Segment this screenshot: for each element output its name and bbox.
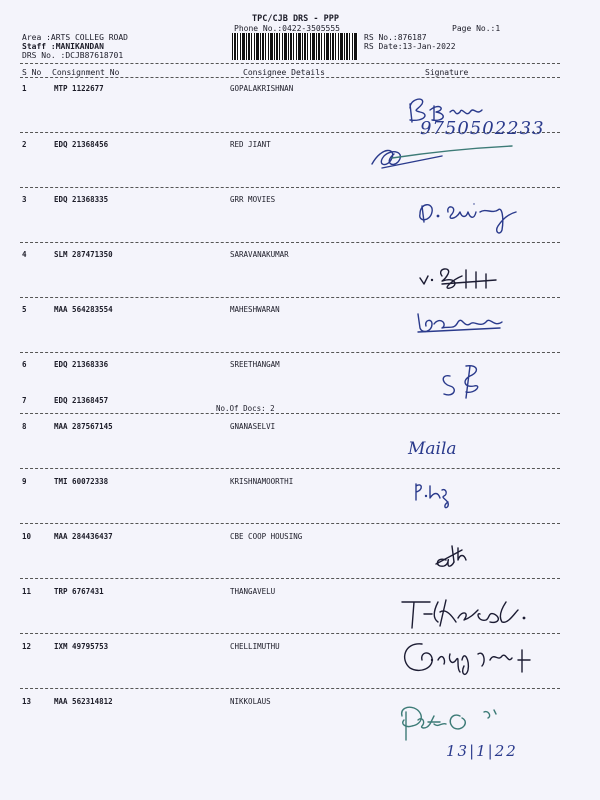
row-6-sno: 6 <box>22 360 27 369</box>
svg-text:9750502233: 9750502233 <box>420 118 545 139</box>
divider <box>20 77 560 78</box>
row-5-consignment: MAA 564283554 <box>54 305 113 314</box>
signature-row-13 <box>398 702 598 758</box>
col-consignment-header: Consignment No <box>52 68 120 77</box>
signature-row-9 <box>412 478 600 534</box>
barcode <box>232 33 358 60</box>
row-11-consignment: TRP 6767431 <box>54 587 104 596</box>
row-9-sno: 9 <box>22 477 27 486</box>
row-3-consignee: GRR MOVIES <box>230 195 276 204</box>
row-12-consignee: CHELLIMUTHU <box>230 642 280 651</box>
row-7-doc-count: No.Of Docs: 2 <box>216 404 275 413</box>
row-11-consignee: THANGAVELU <box>230 587 276 596</box>
col-signature-header: Signature <box>425 68 469 77</box>
row-9-consignment: TMI 60072338 <box>54 477 109 486</box>
area-label: Area :ARTS COLLEG ROAD <box>22 33 128 42</box>
row-11-sno: 11 <box>22 587 32 596</box>
signature-row-10 <box>432 540 600 596</box>
row-8-consignee: GNANASELVI <box>230 422 276 431</box>
divider <box>20 63 560 64</box>
signature-row-2 <box>362 134 562 190</box>
row-13-consignment: MAA 562314812 <box>54 697 113 706</box>
page-number: Page No.:1 <box>452 24 501 33</box>
row-10-consignment: MAA 284436437 <box>54 532 113 541</box>
row-13-consignee: NIKKOLAUS <box>230 697 271 706</box>
rs-number: RS No.:876187 <box>364 33 427 42</box>
row-12-sno: 12 <box>22 642 32 651</box>
row-13-sno: 13 <box>22 697 32 706</box>
row-7-consignment: EDQ 21368457 <box>54 396 109 405</box>
row-8-sno: 8 <box>22 422 27 431</box>
signature-row-6 <box>436 360 600 416</box>
row-12-consignment: IXM 49795753 <box>54 642 109 651</box>
row-4-sno: 4 <box>22 250 27 259</box>
phone-number: Phone No.:0422-3505555 <box>234 24 340 33</box>
col-sno-header: S No <box>22 68 42 77</box>
signature-row-3 <box>412 190 600 246</box>
row-3-consignment: EDQ 21368335 <box>54 195 109 204</box>
drs-number: DRS No. :DCJB87618701 <box>22 51 124 60</box>
row-7-sno: 7 <box>22 396 27 405</box>
row-1-consignment: MTP 1122677 <box>54 84 104 93</box>
staff-label: Staff :MANIKANDAN <box>22 42 104 51</box>
row-10-consignee: CBE COOP HOUSING <box>230 532 303 541</box>
rs-date: RS Date:13-Jan-2022 <box>364 42 456 51</box>
row-3-sno: 3 <box>22 195 27 204</box>
signature-row-12 <box>398 638 598 694</box>
row-1-sno: 1 <box>22 84 27 93</box>
col-consignee-header: Consignee Details <box>243 68 325 77</box>
row-6-consignee: SREETHANGAM <box>230 360 280 369</box>
svg-text:Maila: Maila <box>408 439 457 459</box>
svg-text:13|1|22: 13|1|22 <box>446 742 518 760</box>
row-5-consignee: MAHESHWARAN <box>230 305 280 314</box>
row-8-consignment: MAA 287567145 <box>54 422 113 431</box>
document-title: TPC/CJB DRS - PPP <box>252 14 339 24</box>
row-9-consignee: KRISHNAMOORTHI <box>230 477 294 486</box>
signature-row-5 <box>410 306 600 362</box>
row-4-consignment: SLM 287471350 <box>54 250 113 259</box>
row-2-consignment: EDQ 21368456 <box>54 140 109 149</box>
row-5-sno: 5 <box>22 305 27 314</box>
row-2-consignee: RED JIANT <box>230 140 271 149</box>
row-10-sno: 10 <box>22 532 32 541</box>
row-1-consignee: GOPALAKRISHNAN <box>230 84 294 93</box>
row-4-consignee: SARAVANAKUMAR <box>230 250 289 259</box>
row-2-sno: 2 <box>22 140 27 149</box>
row-6-consignment: EDQ 21368336 <box>54 360 109 369</box>
